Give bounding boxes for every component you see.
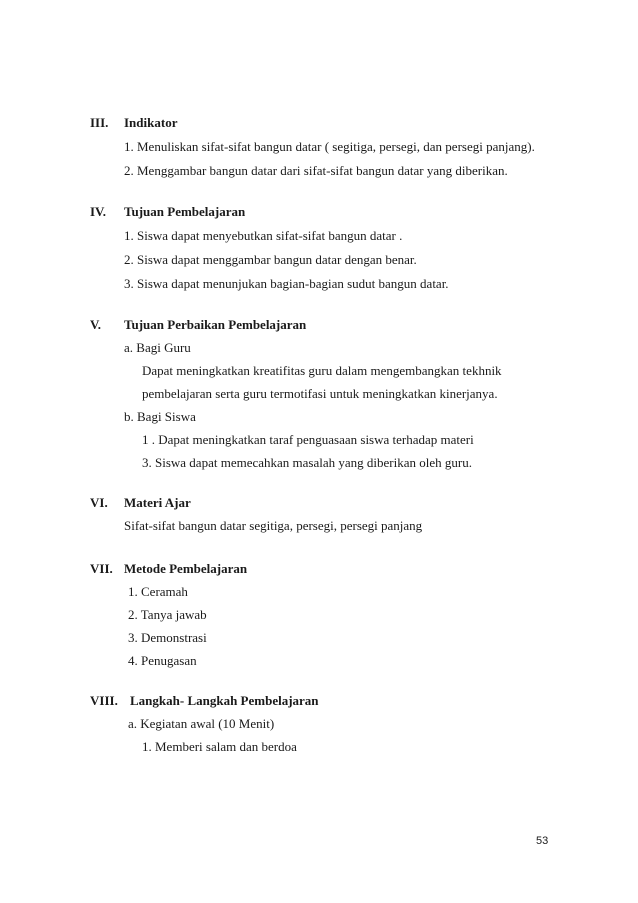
section-numeral-vii: VII. bbox=[90, 561, 113, 576]
section-numeral-v: V. bbox=[90, 317, 101, 332]
perbaikan-siswa-item-1: 1 . Dapat meningkatkan taraf penguasaan siswa terhadap materi bbox=[142, 432, 474, 447]
section-numeral-iii: III. bbox=[90, 115, 109, 130]
section-heading-materi-ajar: Materi Ajar bbox=[124, 495, 191, 510]
tujuan-item-1: 1. Siswa dapat menyebutkan sifat-sifat bangun datar . bbox=[124, 228, 403, 243]
section-heading-tujuan-perbaikan: Tujuan Perbaikan Pembelajaran bbox=[124, 317, 307, 332]
indikator-item-1: 1. Menuliskan sifat-sifat bangun datar ( segitiga, persegi, dan persegi panjang). bbox=[124, 139, 535, 154]
section-heading-langkah: Langkah- Langkah Pembelajaran bbox=[130, 693, 319, 708]
tujuan-item-2: 2. Siswa dapat menggambar bangun datar dengan benar. bbox=[124, 252, 417, 267]
tujuan-item-3: 3. Siswa dapat menunjukan bagian-bagian sudut bangun datar. bbox=[124, 276, 449, 291]
section-heading-indikator: Indikator bbox=[124, 115, 178, 130]
perbaikan-siswa-item-3: 3. Siswa dapat memecahkan masalah yang diberikan oleh guru. bbox=[142, 455, 472, 470]
perbaikan-subheading-guru: a. Bagi Guru bbox=[124, 340, 191, 355]
section-numeral-vi: VI. bbox=[90, 495, 108, 510]
metode-item-3: 3. Demonstrasi bbox=[128, 630, 207, 645]
section-heading-metode: Metode Pembelajaran bbox=[124, 561, 248, 576]
metode-item-4: 4. Penugasan bbox=[128, 653, 197, 668]
langkah-subheading-kegiatan-awal: a. Kegiatan awal (10 Menit) bbox=[128, 716, 275, 731]
metode-item-2: 2. Tanya jawab bbox=[128, 607, 207, 622]
langkah-item-1: 1. Memberi salam dan berdoa bbox=[142, 739, 297, 754]
perbaikan-subheading-siswa: b. Bagi Siswa bbox=[124, 409, 196, 424]
page-number: 53 bbox=[536, 835, 549, 847]
section-numeral-iv: IV. bbox=[90, 204, 107, 219]
metode-item-1: 1. Ceramah bbox=[128, 584, 188, 599]
perbaikan-guru-line-1: Dapat meningkatkan kreatifitas guru dalam mengembangkan tekhnik bbox=[142, 363, 502, 378]
materi-ajar-text: Sifat-sifat bangun datar segitiga, persegi, persegi panjang bbox=[124, 518, 423, 533]
perbaikan-guru-line-2: pembelajaran serta guru termotifasi untuk meningkatkan kinerjanya. bbox=[142, 386, 498, 401]
section-heading-tujuan-pembelajaran: Tujuan Pembelajaran bbox=[124, 204, 246, 219]
section-numeral-viii: VIII. bbox=[90, 693, 118, 708]
indikator-item-2: 2. Menggambar bangun datar dari sifat-sifat bangun datar yang diberikan. bbox=[124, 163, 508, 178]
